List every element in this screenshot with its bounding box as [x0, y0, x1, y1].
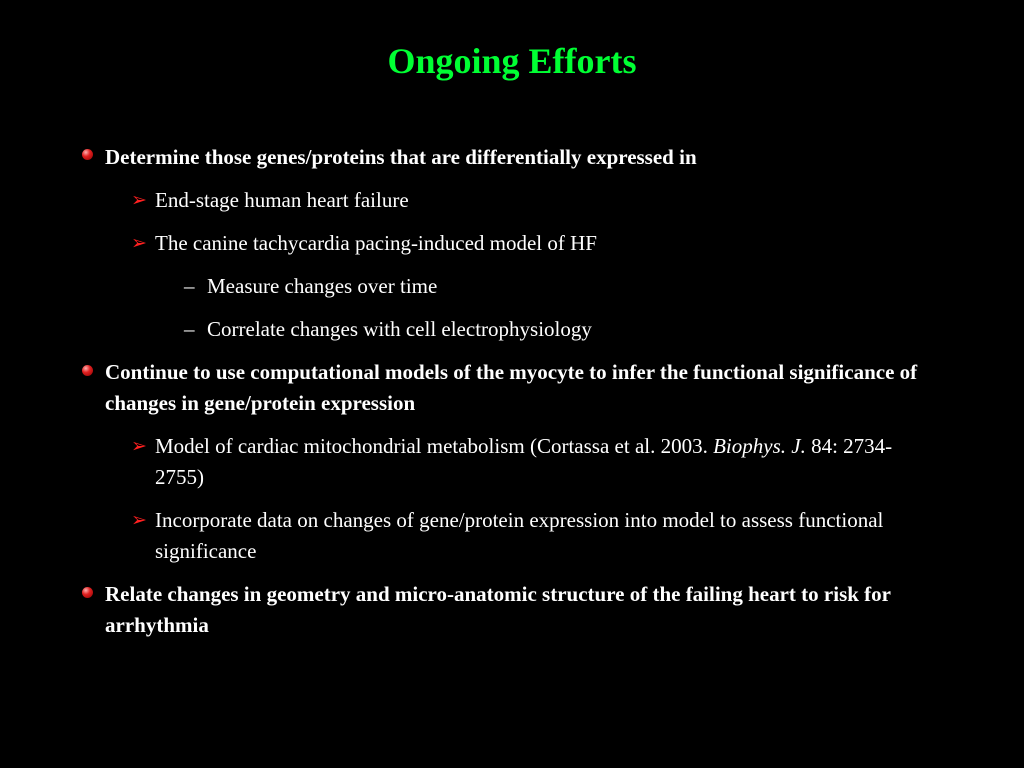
dash-bullet-icon: –	[184, 317, 195, 341]
bullet-2-text: Continue to use computational models of the myocyte to infer the functional significance of changes in gene/protein expression	[105, 360, 918, 415]
bullet-3-text: Relate changes in geometry and micro-anatomic structure of the failing heart to risk for arrhythmia	[105, 582, 891, 637]
bullet-ball-icon	[82, 587, 93, 598]
bullet-2-sub-2: Incorporate data on changes of gene/protein expression into model to assess functional significance	[155, 508, 884, 563]
bullet-1-sub-2: The canine tachycardia pacing-induced model of HF	[155, 231, 597, 255]
arrow-bullet-icon: ➢	[131, 232, 147, 254]
journal-name: Biophys. J.	[713, 434, 806, 458]
arrow-bullet-icon: ➢	[131, 189, 147, 211]
slide-title: Ongoing Efforts	[387, 41, 637, 81]
arrow-bullet-icon: ➢	[131, 435, 147, 457]
bullet-1-text: Determine those genes/proteins that are differentially expressed in	[105, 145, 697, 169]
bullet-1-sub-1: End-stage human heart failure	[155, 188, 409, 212]
bullet-1-subsub-2: Correlate changes with cell electrophysiology	[207, 317, 592, 341]
bullet-ball-icon	[82, 149, 93, 160]
arrow-bullet-icon: ➢	[131, 509, 147, 531]
bullet-ball-icon	[82, 365, 93, 376]
citation-volume: 84: 2734-2755)	[155, 434, 893, 489]
bullet-2-sub-1	[155, 431, 940, 493]
citation-text: Model of cardiac mitochondrial metabolism (Cortassa et al. 2003.	[155, 434, 714, 458]
bullet-1-subsub-1: Measure changes over time	[207, 274, 438, 298]
dash-bullet-icon: –	[184, 274, 195, 298]
